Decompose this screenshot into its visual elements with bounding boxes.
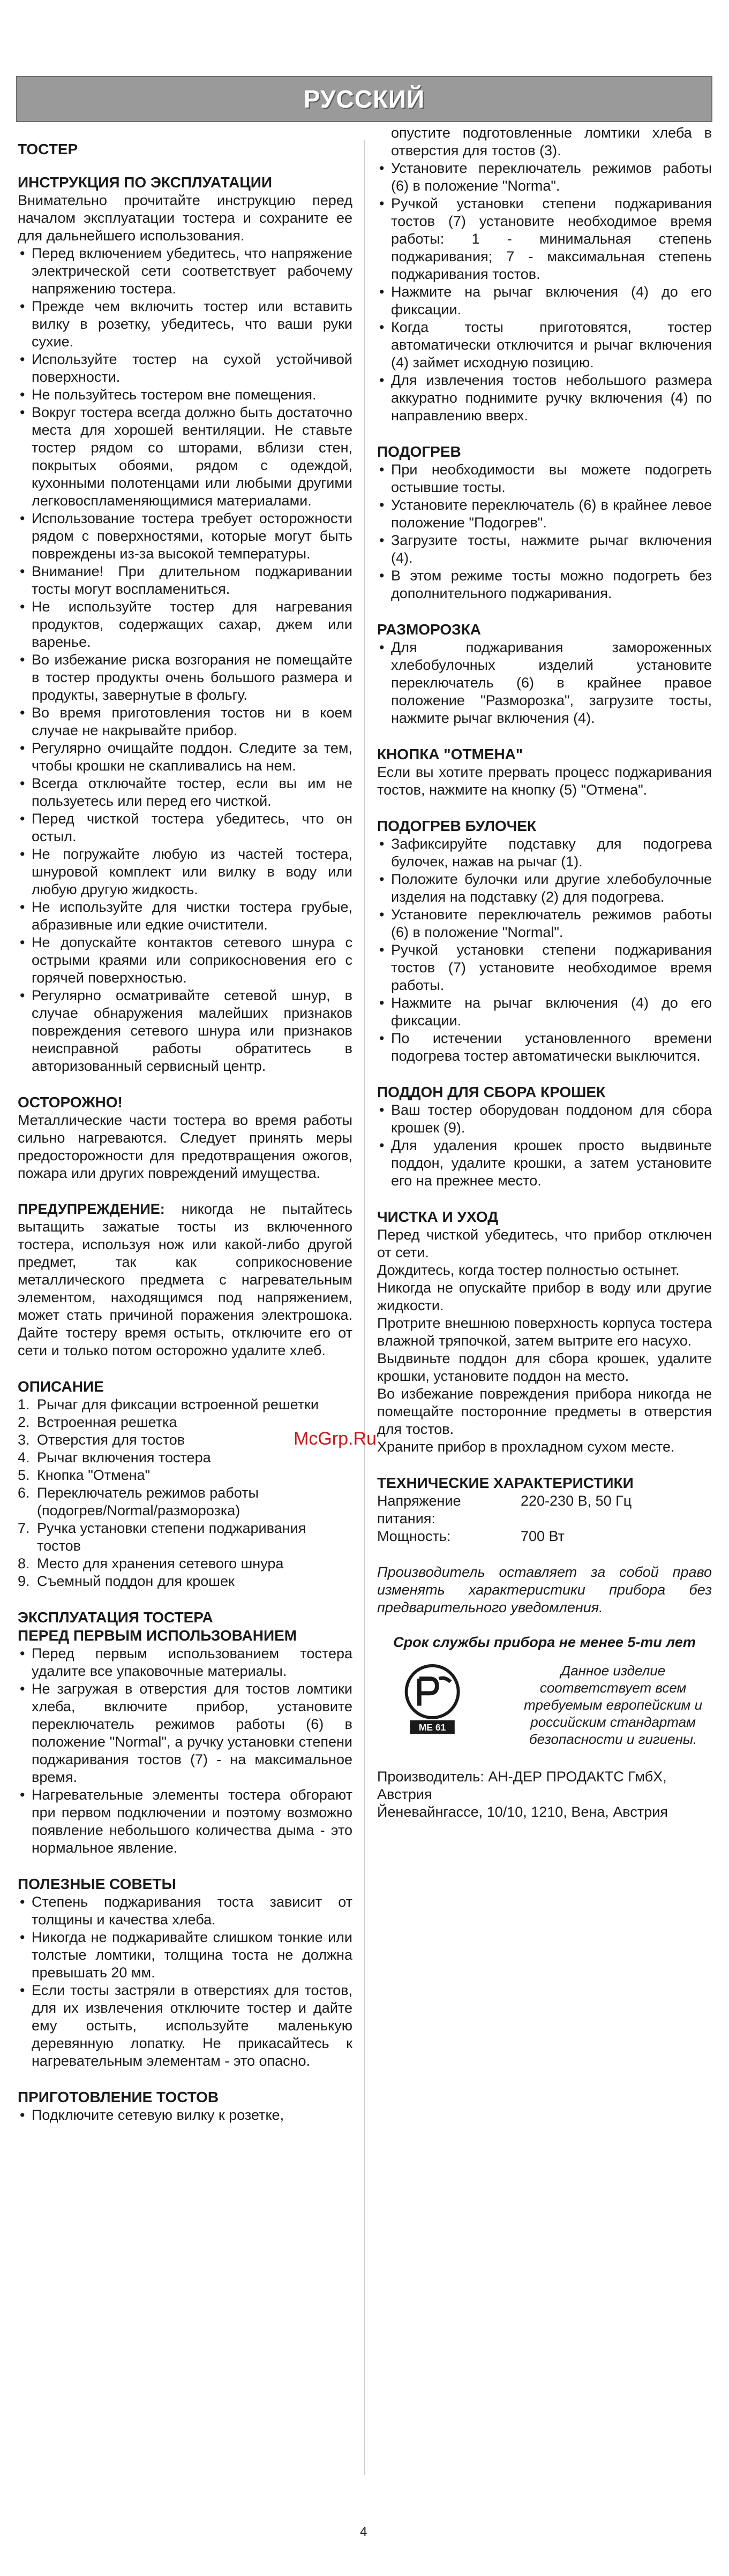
- left-column: [18, 140, 352, 2124]
- list-item: • Ваш тостер оборудован поддоном для сбора крошек (9).: [377, 1101, 712, 1137]
- list-item: • Загрузите тосты, нажмите рычаг включения (4).: [377, 532, 712, 567]
- watermark: McGrp.Ru: [294, 1429, 377, 1449]
- preparation-heading: ПРИГОТОВЛЕНИЕ ТОСТОВ: [18, 2089, 219, 2105]
- cleaning-line: Храните прибор в прохладном сухом месте.: [377, 1439, 675, 1455]
- defrost-section: [377, 621, 712, 727]
- tips-list: [18, 1893, 352, 2070]
- defrost-heading: РАЗМОРОЗКА: [377, 621, 482, 638]
- list-item: • Ручкой установки степени поджаривания тостов (7) установите необходимое время работы.: [377, 941, 712, 994]
- certification-text: Данное изделие соответствует всем требуемым европейским и российским стандартам безопасности и гигиены.: [524, 1663, 703, 1747]
- list-item: • Всегда отключайте тостер, если вы им не пользуетесь или перед его чисткой.: [18, 775, 352, 810]
- operation-heading: ЭКСПЛУАТАЦИЯ ТОСТЕРА: [18, 1609, 213, 1626]
- cancel-section: [377, 745, 712, 799]
- list-item: • Если тосты застряли в отверстиях для тостов, для их извлечения отключите тостер и дайте ему остыть, используйте маленькую деревянную лопатку. Не прикасайтесь к нагревательным элементам - это опасно.: [18, 1982, 352, 2070]
- list-item: • Не погружайте любую из частей тостера, шнуровой комплект или вилку в воду или любую другую жидкость.: [18, 845, 352, 898]
- description-heading: ОПИСАНИЕ: [18, 1378, 104, 1395]
- list-item: 1. Рычаг для фиксации встроенной решетки: [18, 1396, 319, 1412]
- list-item: • Нагревательные элементы тостера обгорают при первом подключении и поэтому возможно появление небольшого количества дыма - это нормальное явление.: [18, 1786, 352, 1857]
- list-item: • Когда тосты приготовятся, тостер автоматически отключится и рычаг включения (4) займет исходную позицию.: [377, 319, 712, 372]
- column-divider: [364, 140, 365, 2475]
- list-item: 2. Встроенная решетка: [18, 1414, 177, 1430]
- list-item: • Никогда не поджаривайте слишком тонкие или толстые ломтики, толщина тоста не должна превышать 20 мм.: [18, 1929, 352, 1982]
- list-item: • Степень поджаривания тоста зависит от толщины и качества хлеба.: [18, 1893, 352, 1929]
- operation-section: [18, 1608, 352, 1857]
- instructions-section: [18, 173, 352, 1075]
- list-item: • Установите переключатель режимов работы (6) в положение "Normal".: [377, 906, 712, 941]
- caution-heading: ОСТОРОЖНО!: [18, 1094, 123, 1111]
- list-item: • При необходимости вы можете подогреть остывшие тосты.: [377, 461, 712, 496]
- list-item: • Регулярно осматривайте сетевой шнур, в случае обнаружения малейших признаков повреждения сетевого шнура или признаков неисправной работы обратитесь в авторизованный сервисный центр.: [18, 987, 352, 1075]
- reheat-list: [377, 461, 712, 602]
- cleaning-section: [377, 1208, 712, 1456]
- crumb-tray-list: [377, 1101, 712, 1190]
- list-item: • В этом режиме тосты можно подогреть без дополнительного поджаривания.: [377, 567, 712, 602]
- list-item: • По истечении установленного времени подогрева тостер автоматически выключится.: [377, 1030, 712, 1065]
- list-item: • Перед чисткой тостера убедитесь, что он остыл.: [18, 810, 352, 845]
- list-item: • Не допускайте контактов сетевого шнура с острыми краями или соприкосновения его с горячей поверхностью.: [18, 934, 352, 987]
- list-item: • Не используйте для чистки тостера грубые, абразивные или едкие очистители.: [18, 898, 352, 934]
- tips-heading: ПОЛЕЗНЫЕ СОВЕТЫ: [18, 1876, 176, 1892]
- service-life: Срок службы прибора не менее 5-ти лет: [393, 1634, 696, 1650]
- list-item: • Вокруг тостера всегда должно быть достаточно места для хорошей вентиляции. Не ставьте тостер рядом со шторами, вблизи стен, покрытых обоями, рядом с одеждой, кухонными полотенцами или любыми другими легковоспламеняющимися материалами.: [18, 404, 352, 510]
- spec-row-voltage: [377, 1492, 712, 1528]
- instructions-intro: Внимательно прочитайте инструкцию перед началом эксплуатации тостера и сохраните ее для дальнейшего использования.: [18, 192, 352, 244]
- tips-section: [18, 1875, 352, 2070]
- reheat-heading: ПОДОГРЕВ: [377, 443, 461, 460]
- cleaning-line: Выдвиньте поддон для сбора крошек, удалите крошки, установите поддон на место.: [377, 1350, 712, 1384]
- caution-section: [18, 1093, 352, 1182]
- crumb-tray-section: [377, 1083, 712, 1190]
- list-item: • Положите булочки или другие хлебобулочные изделия на подставку (2) для подогрева.: [377, 871, 712, 906]
- list-item: • Во время приготовления тостов ни в коем случае не накрывайте прибор.: [18, 704, 352, 739]
- right-column: [377, 124, 712, 1821]
- spec-label: Мощность:: [377, 1528, 451, 1544]
- list-item: 5. Кнопка "Отмена": [18, 1467, 151, 1483]
- description-list: [18, 1396, 352, 1590]
- list-item: • Не пользуйтесь тостером вне помещения.: [18, 386, 352, 404]
- list-item: 9. Съемный поддон для крошек: [18, 1573, 235, 1589]
- list-item: • Ручкой установки степени поджаривания тостов (7) установите необходимое время работы: 1 - минимальная степень поджаривания; 7 - максимальная степень поджаривания тостов.: [377, 195, 712, 283]
- spec-row-power: [377, 1528, 712, 1545]
- list-item: • Нажмите на рычаг включения (4) до его фиксации.: [377, 283, 712, 319]
- list-item: • Для извлечения тостов небольшого размера аккуратно поднимите ручку включения (4) по направлению вверх.: [377, 372, 712, 425]
- list-item: • Перед первым использованием тостера удалите все упаковочные материалы.: [18, 1645, 352, 1680]
- rst-certification-icon: [399, 1662, 466, 1737]
- preparation-section: [18, 2088, 352, 2124]
- specs-section: [377, 1474, 712, 1545]
- list-item: • Перед включением убедитесь, что напряжение электрической сети соответствует рабочему напряжению тостера.: [18, 245, 352, 298]
- preparation-lead: опустите подготовленные ломтики хлеба в отверстия для тостов (3).: [391, 125, 712, 158]
- cleaning-line: Протрите внешнюю поверхность корпуса тостера влажной тряпочкой, затем вытрите его насухо.: [377, 1315, 712, 1349]
- specs-heading: ТЕХНИЧЕСКИЕ ХАРАКТЕРИСТИКИ: [377, 1475, 634, 1491]
- list-item: • Для поджаривания замороженных хлебобулочных изделий установите переключатель (6) в крайнее правое положение "Разморозка", загрузите тосты, нажмите рычаг включения (4).: [377, 639, 712, 727]
- spec-label: Напряжение питания:: [377, 1493, 461, 1527]
- cleaning-line: Дождитесь, когда тостер полностью остынет.: [377, 1262, 680, 1278]
- warning-section: [18, 1200, 352, 1359]
- instructions-heading: ИНСТРУКЦИЯ ПО ЭКСПЛУАТАЦИИ: [18, 174, 272, 191]
- list-item: • Не используйте тостер для нагревания продуктов, содержащих сахар, джем или варенье.: [18, 598, 352, 651]
- buns-section: [377, 817, 712, 1065]
- spec-value: 220-230 В, 50 Гц: [521, 1493, 632, 1509]
- cleaning-line: Перед чисткой убедитесь, что прибор отключен от сети.: [377, 1227, 712, 1260]
- list-item: 4. Рычаг включения тостера: [18, 1449, 211, 1465]
- preparation-steps: [377, 160, 712, 425]
- spec-value: 700 Вт: [521, 1528, 565, 1544]
- cleaning-heading: ЧИСТКА И УХОД: [377, 1208, 499, 1225]
- buns-heading: ПОДОГРЕВ БУЛОЧЕК: [377, 818, 537, 834]
- defrost-list: [377, 639, 712, 727]
- cancel-heading: КНОПКА "ОТМЕНА": [377, 746, 523, 762]
- list-item: • Использование тостера требует осторожности рядом с поверхностями, которые могут быть повреждены из-за высокой температуры.: [18, 510, 352, 563]
- product-title: ТОСТЕР: [18, 141, 78, 157]
- first-use-heading: ПЕРЕД ПЕРВЫМ ИСПОЛЬЗОВАНИЕМ: [18, 1627, 297, 1644]
- list-item: • Зафиксируйте подставку для подогрева булочек, нажав на рычаг (1).: [377, 835, 712, 871]
- warning-text: никогда не пытайтесь вытащить зажатые тосты из включенного тостера, используя нож или какой-либо другой предмет, так как соприкосновение металлического предмета с нагревательным элементом, находящимся под напряжением, может стать причиной поражения электрошока. Дайте тостеру время остыть, отключите его от сети и только потом осторожно удалите хлеб.: [18, 1201, 352, 1358]
- producer-address: Йеневайнгассе, 10/10, 1210, Вена, Австрия: [377, 1804, 668, 1820]
- logo-code: МЕ 61: [418, 1722, 446, 1733]
- certification-block: [377, 1662, 712, 1748]
- caution-text: Металлические части тостера во время работы сильно нагреваются. Следует принять меры предосторожности для предотвращения ожогов, пожара или других повреждений имущества.: [18, 1112, 352, 1181]
- cancel-text: Если вы хотите прервать процесс поджаривания тостов, нажмите на кнопку (5) "Отмена".: [377, 764, 712, 798]
- list-item: 8. Место для хранения сетевого шнура: [18, 1555, 284, 1572]
- list-item: 7. Ручка установки степени поджаривания тостов: [18, 1520, 306, 1554]
- list-item: • Внимание! При длительном поджаривании тосты могут воспламениться.: [18, 563, 352, 598]
- list-item: • Не загружая в отверстия для тостов ломтики хлеба, включите прибор, установите переключатель режимов работы (6) в положение "Normal", а ручку установки степени поджаривания тостов (7) - на максимальное время.: [18, 1680, 352, 1786]
- list-item: • Установите переключатель режимов работы (6) в положение "Norma".: [377, 160, 712, 195]
- list-item: • Регулярно очищайте поддон. Следите за тем, чтобы крошки не скапливались на нем.: [18, 739, 352, 775]
- list-item: • Подключите сетевую вилку к розетке,: [18, 2106, 352, 2124]
- list-item: 6. Переключатель режимов работы (подогрев/Normal/разморозка): [18, 1485, 259, 1519]
- list-item: • Установите переключатель (6) в крайнее левое положение "Подогрев".: [377, 496, 712, 532]
- description-section: [18, 1378, 352, 1590]
- list-item: • Для удаления крошек просто выдвиньте поддон, удалите крошки, а затем установите его на прежнее место.: [377, 1137, 712, 1190]
- list-item: • Нажмите на рычаг включения (4) до его фиксации.: [377, 994, 712, 1030]
- warning-paragraph: [18, 1200, 352, 1359]
- page-number: 4: [360, 2525, 367, 2539]
- list-item: • Во избежание риска возгорания не помещайте в тостер продукты очень большого размера и продукты, завернутые в фольгу.: [18, 651, 352, 704]
- list-item: • Используйте тостер на сухой устойчивой поверхности.: [18, 351, 352, 386]
- list-item: • Прежде чем включить тостер или вставить вилку в розетку, убедитесь, что ваши руки сухие.: [18, 298, 352, 351]
- reheat-section: [377, 443, 712, 602]
- manufacturer-note: Производитель оставляет за собой право изменять характеристики прибора без предварительного уведомления.: [377, 1564, 712, 1615]
- language-header-band: [16, 76, 712, 122]
- preparation-list: [18, 2106, 352, 2124]
- buns-list: [377, 835, 712, 1065]
- warning-label: ПРЕДУПРЕЖДЕНИЕ:: [18, 1201, 165, 1217]
- instructions-list: [18, 245, 352, 1075]
- crumb-tray-heading: ПОДДОН ДЛЯ СБОРА КРОШЕК: [377, 1084, 606, 1100]
- preparation-continued: [377, 124, 712, 425]
- language-title: РУССКИЙ: [303, 85, 425, 113]
- first-use-list: [18, 1645, 352, 1857]
- cleaning-line: Во избежание повреждения прибора никогда не помещайте посторонние предметы в отверстия для тостов.: [377, 1386, 712, 1437]
- list-item: 3. Отверстия для тостов: [18, 1432, 185, 1448]
- cleaning-line: Никогда не опускайте прибор в воду или другие жидкости.: [377, 1280, 712, 1313]
- producer-line: Производитель: АН-ДЕР ПРОДАКТС ГмбХ, Австрия: [377, 1769, 667, 1802]
